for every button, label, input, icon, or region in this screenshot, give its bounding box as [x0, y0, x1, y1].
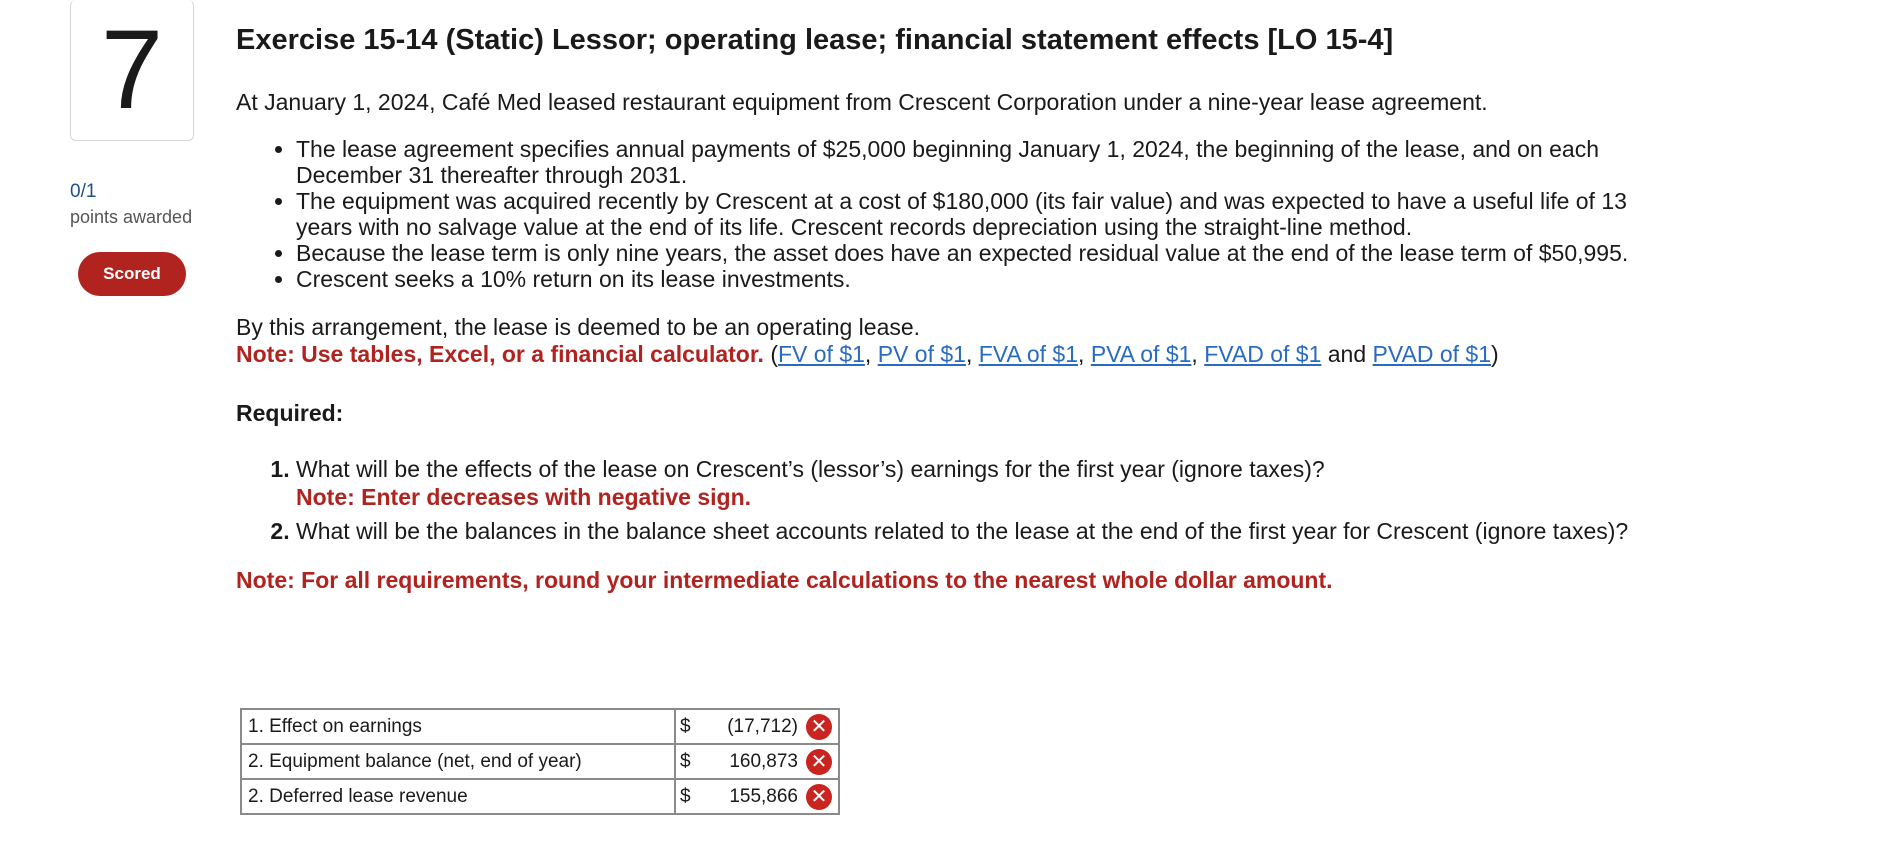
currency-symbol: $	[680, 716, 691, 737]
question-content	[236, 0, 1656, 594]
tables-note: Note: Use tables, Excel, or a financial calculator.	[236, 341, 764, 367]
currency-symbol: $	[680, 786, 691, 807]
points-score: 0/1	[70, 181, 97, 202]
arrangement-text: By this arrangement, the lease is deemed to be an operating lease.	[236, 314, 921, 340]
paren-close: )	[1491, 341, 1499, 367]
currency-symbol: $	[680, 751, 691, 772]
exercise-title: Exercise 15-14 (Static) Lessor; operating lease; financial statement effects [LO 15-4]	[236, 24, 1394, 56]
points-label: points awarded	[70, 207, 193, 227]
answer-table	[240, 708, 840, 815]
rounding-note: Note: For all requirements, round your intermediate calculations to the nearest whole dollar amount.	[236, 567, 1333, 593]
tables-note-line: Note: Use tables, Excel, or a financial calculator. (FV of $1, PV of $1, FVA of $1, PVA of $1, FVAD of $1 and PVAD of $1)	[236, 341, 1499, 367]
row-label: 2. Equipment balance (net, end of year)	[241, 744, 675, 779]
list-item: • The equipment was acquired recently by Crescent at a cost of $180,000 (its fair value) and was expected to have a useful life of 13 years with no salvage value at the end of its life. Crescent records depreciation using the straight-line method.	[296, 188, 1656, 240]
answer-value[interactable]: (17,712)	[727, 716, 798, 737]
row-label: 2. Deferred lease revenue	[241, 779, 675, 814]
requirement-text: What will be the effects of the lease on Crescent’s (lessor’s) earnings for the first year (ignore taxes)?	[296, 456, 1325, 482]
fva-table-link[interactable]: FVA of $1	[978, 341, 1079, 367]
requirement-text: What will be the balances in the balance sheet accounts related to the lease at the end of the first year for Crescent (ignore taxes)?	[296, 518, 1629, 544]
table-row	[241, 744, 839, 779]
list-item: • Because the lease term is only nine years, the asset does have an expected residual value at the end of the lease term of $50,995.	[296, 240, 1656, 266]
required-heading: Required:	[236, 400, 344, 426]
requirement-note: Note: Enter decreases with negative sign.	[296, 484, 752, 510]
answer-cell[interactable]	[675, 709, 839, 744]
table-row	[241, 779, 839, 814]
question-number: 7	[70, 0, 194, 141]
list-item: • The lease agreement specifies annual payments of $25,000 beginning January 1, 2024, the beginning of the lease, and on each December 31 thereafter through 2031.	[296, 136, 1656, 188]
list-item: • Crescent seeks a 10% return on its lease investments.	[296, 266, 1656, 292]
requirements-list	[236, 455, 1656, 545]
x-circle-icon: ✕	[806, 749, 832, 775]
pvad-table-link[interactable]: PVAD of $1	[1372, 341, 1492, 367]
x-circle-icon: ✕	[806, 714, 832, 740]
row-label: 1. Effect on earnings	[241, 709, 675, 744]
answer-cell[interactable]	[675, 779, 839, 814]
and-text: and	[1327, 341, 1367, 367]
question-sidebar	[70, 0, 240, 296]
fvad-table-link[interactable]: FVAD of $1	[1204, 341, 1322, 367]
requirement-item	[296, 455, 1656, 511]
lease-facts-list	[236, 136, 1656, 292]
table-row	[241, 709, 839, 744]
answer-value[interactable]: 160,873	[729, 751, 798, 772]
requirement-item	[296, 517, 1656, 545]
pva-table-link[interactable]: PVA of $1	[1090, 341, 1192, 367]
paren-open: (	[770, 341, 778, 367]
answer-cell[interactable]	[675, 744, 839, 779]
answer-value[interactable]: 155,866	[729, 786, 798, 807]
scored-badge: Scored	[78, 252, 186, 296]
fv-table-link[interactable]: FV of $1	[777, 341, 865, 367]
intro-text: At January 1, 2024, Café Med leased restaurant equipment from Crescent Corporation under a nine-year lease agreement.	[236, 89, 1488, 115]
x-circle-icon: ✕	[806, 784, 832, 810]
pv-table-link[interactable]: PV of $1	[877, 341, 966, 367]
